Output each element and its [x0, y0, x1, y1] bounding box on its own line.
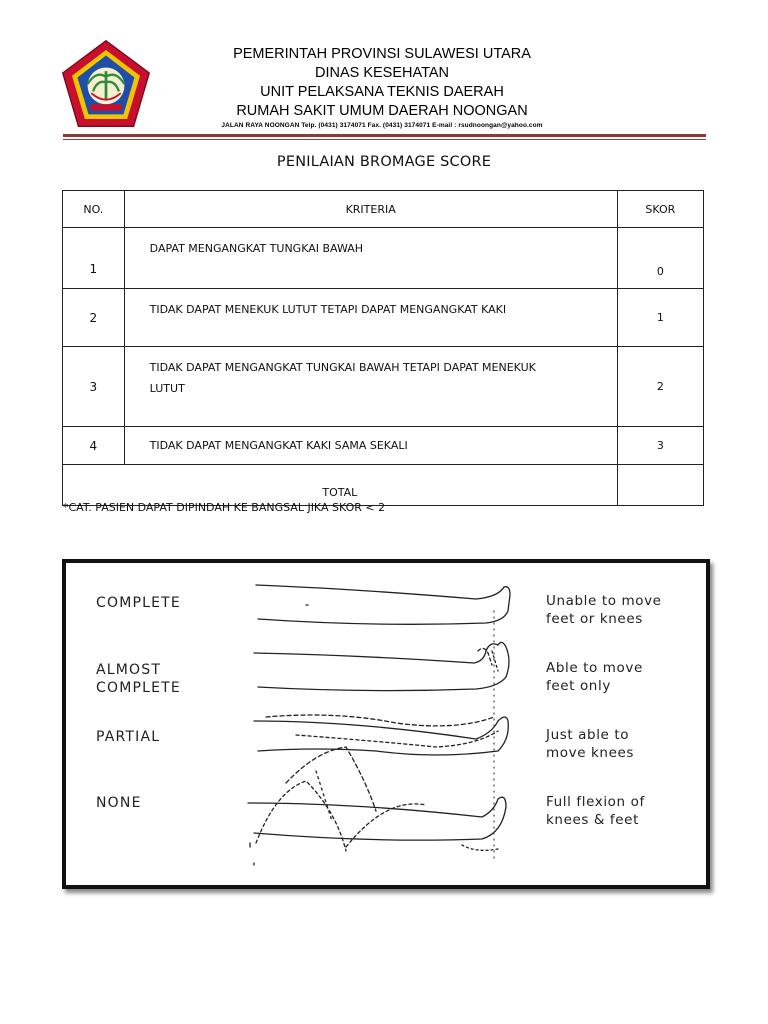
transfer-note: *CAT. PASIEN DAPAT DIPINDAH KE BANGSAL JIKA SKOR < 2: [63, 501, 386, 514]
leg-complete-icon: [256, 585, 510, 624]
level-desc-line: move knees: [546, 745, 635, 761]
row-skor: 0: [617, 228, 703, 289]
letterhead: [0, 0, 768, 150]
level-label-almost-complete: [96, 661, 181, 697]
row-no: 3: [63, 347, 125, 427]
row-skor: 3: [617, 427, 703, 465]
row-no: 4: [63, 427, 125, 465]
level-name-line: ALMOST: [96, 662, 162, 678]
org-line-unit: UNIT PELAKSANA TEKNIS DAERAH: [260, 84, 504, 100]
row-skor: 1: [617, 289, 703, 347]
table-total-row: [63, 465, 704, 506]
org-address: JALAN RAYA NOONGAN Telp. (0431) 3174071 Fax. (0431) 3174071 E-mail : rsudnoongan@yahoo.com: [221, 122, 543, 129]
header-kriteria: KRITERIA: [124, 191, 617, 228]
level-label-none: [96, 794, 142, 812]
level-desc-line: feet only: [546, 678, 611, 694]
leg-almost-complete-icon: [254, 642, 509, 690]
level-desc-line: feet or knees: [546, 611, 643, 627]
header-no: NO.: [63, 191, 125, 228]
document-title: PENILAIAN BROMAGE SCORE: [276, 154, 492, 170]
level-desc-line: Unable to move: [546, 593, 662, 609]
header-skor: SKOR: [617, 191, 703, 228]
total-value: [617, 465, 703, 506]
level-name-line: COMPLETE: [96, 680, 181, 696]
leg-partial-icon: [254, 715, 508, 755]
level-name-line: NONE: [96, 795, 142, 811]
level-name-line: COMPLETE: [96, 595, 181, 611]
level-desc-line: Full flexion of: [546, 794, 645, 810]
table-row: [63, 427, 704, 465]
row-no: 1: [63, 228, 125, 289]
row-skor: 2: [617, 347, 703, 427]
level-label-complete: [96, 594, 181, 612]
org-line-province: PEMERINTAH PROVINSI SULAWESI UTARA: [233, 46, 531, 62]
leg-none-icon: [248, 747, 506, 865]
total-label: TOTAL: [63, 465, 618, 506]
org-line-department: DINAS KESEHATAN: [314, 65, 450, 81]
level-label-partial: [96, 728, 160, 746]
level-desc-none: [546, 793, 645, 829]
row-kriteria: TIDAK DAPAT MENGANGKAT KAKI SAMA SEKALI: [124, 427, 617, 465]
bromage-illustration: [62, 559, 710, 889]
row-kriteria: TIDAK DAPAT MENGANGKAT TUNGKAI BAWAH TETAPI DAPAT MENEKUK LUTUT: [124, 347, 617, 427]
level-name-line: PARTIAL: [96, 729, 161, 745]
level-desc-line: knees & feet: [546, 812, 639, 828]
level-desc-line: Able to move: [546, 660, 643, 676]
level-desc-almost-complete: [546, 659, 643, 695]
letterhead-divider: [63, 134, 706, 137]
table-row: [63, 228, 704, 289]
leg-drawings: [236, 571, 526, 871]
row-kriteria: DAPAT MENGANGKAT TUNGKAI BAWAH: [124, 228, 617, 289]
table-row: [63, 289, 704, 347]
table-header-row: [63, 191, 704, 228]
row-kriteria: TIDAK DAPAT MENEKUK LUTUT TETAPI DAPAT MENGANGKAT KAKI: [124, 289, 617, 347]
level-desc-partial: [546, 726, 634, 762]
hospital-logo: [60, 38, 152, 130]
level-desc-line: Just able to: [546, 727, 630, 743]
level-desc-complete: [546, 592, 662, 628]
bromage-score-table: [62, 190, 704, 506]
letterhead-divider-thin: [63, 139, 706, 140]
row-no: 2: [63, 289, 125, 347]
table-row: [63, 347, 704, 427]
org-line-hospital: RUMAH SAKIT UMUM DAERAH NOONGAN: [236, 103, 528, 119]
